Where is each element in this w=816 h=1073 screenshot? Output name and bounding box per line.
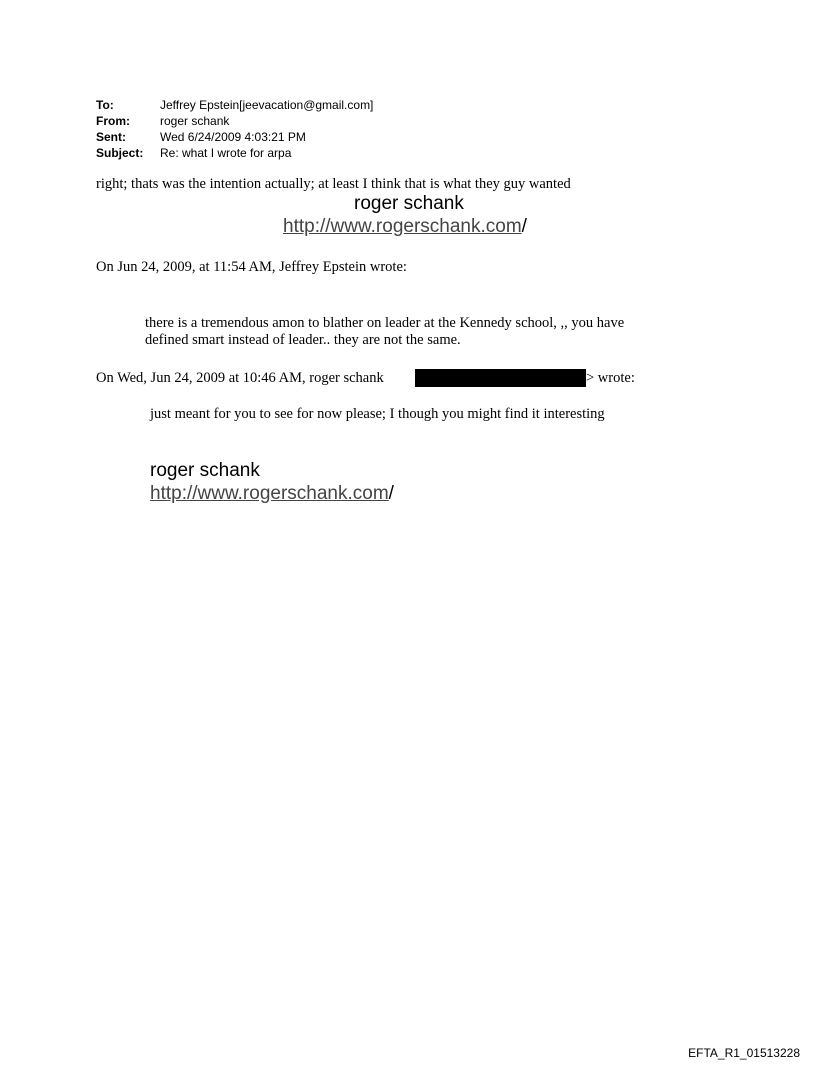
redaction-box	[415, 369, 586, 387]
quote2-signature-name: roger schank	[150, 460, 260, 481]
subject-value: Re: what I wrote for arpa	[160, 146, 292, 160]
sent-value: Wed 6/24/2009 4:03:21 PM	[160, 130, 306, 144]
quote2-signature-link[interactable]: http://www.rogerschank.com	[150, 483, 389, 504]
header-sent-row	[96, 129, 373, 145]
reply-signature-name: roger schank	[354, 193, 464, 214]
header-from-row	[96, 113, 373, 129]
header-to-row	[96, 97, 373, 113]
from-value: roger schank	[160, 114, 230, 128]
quote1-line1: there is a tremendous amon to blather on leader at the Kennedy school, ,, you have	[145, 315, 625, 331]
quote2-signature-link-line	[150, 483, 394, 505]
from-label: From:	[96, 114, 130, 128]
to-value: Jeffrey Epstein[jeevacation@gmail.com]	[160, 98, 374, 112]
subject-label: Subject:	[96, 146, 144, 160]
reply-signature-slash: /	[521, 216, 527, 237]
to-label: To:	[96, 98, 114, 112]
reply-signature-link-line	[283, 216, 527, 238]
email-header	[96, 97, 373, 161]
document-id: EFTA_R1_01513228	[688, 1046, 800, 1060]
quote2-signature-slash: /	[388, 483, 394, 504]
quote2-text: just meant for you to see for now please; I though you might find it interesting	[150, 406, 605, 422]
reply-text: right; thats was the intention actually; at least I think that is what they guy wanted	[96, 176, 571, 192]
quote2-attribution-end: > wrote:	[586, 370, 635, 386]
sent-label: Sent:	[96, 130, 126, 144]
quote1-attribution: On Jun 24, 2009, at 11:54 AM, Jeffrey Epstein wrote:	[96, 259, 407, 275]
reply-signature-link[interactable]: http://www.rogerschank.com	[283, 216, 522, 237]
quote1-line2: defined smart instead of leader.. they are not the same.	[145, 332, 461, 348]
header-subject-row	[96, 145, 373, 161]
quote2-attribution-start: On Wed, Jun 24, 2009 at 10:46 AM, roger schank	[96, 370, 384, 386]
